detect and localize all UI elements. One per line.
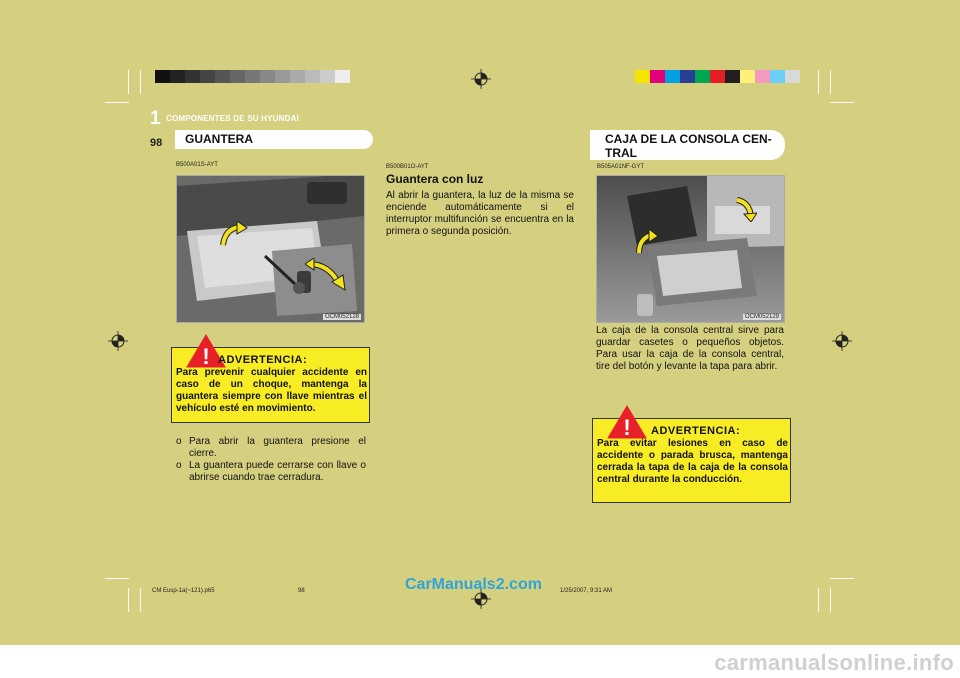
crop-mark xyxy=(140,588,141,612)
tab-title-line1: CAJA DE LA CONSOLA CEN- xyxy=(605,132,772,146)
warning-text: Para evitar lesiones en caso de accidente o parada brusca, mantenga cerrada la tapa de la caja de la consola central durante la conducción. xyxy=(597,438,788,485)
crop-mark xyxy=(830,70,831,94)
crop-mark xyxy=(105,578,129,579)
color-bar xyxy=(635,70,800,83)
curved-arrow-icon xyxy=(635,229,659,255)
crop-mark xyxy=(128,70,129,94)
registration-target-icon xyxy=(471,69,491,89)
warning-triangle-icon xyxy=(607,405,647,439)
photo-caption: OCM052129 xyxy=(744,314,779,320)
crop-mark xyxy=(830,588,831,612)
svg-text:!: ! xyxy=(202,344,210,368)
footer-page: 98 xyxy=(298,588,305,594)
crop-mark xyxy=(105,102,129,103)
curved-arrow-icon xyxy=(305,258,347,292)
photo-caption: OCM052128 xyxy=(324,314,359,320)
curved-arrow-icon xyxy=(733,196,757,222)
page-number: 98 xyxy=(150,137,163,149)
tab-guantera xyxy=(175,130,373,149)
section-code: B500B01O-AYT xyxy=(386,164,429,170)
bullet-text: La guantera puede cerrarse con llave o abrirse cuando trae cerradura. xyxy=(189,460,366,483)
svg-text:!: ! xyxy=(623,415,631,439)
tab-caja-consola xyxy=(590,130,785,160)
warning-title: ADVERTENCIA: xyxy=(218,354,308,366)
warning-text: Para prevenir cualquier accidente en caso de un choque, mantenga la guantera siempre con llave mientras el vehículo esté en movimiento. xyxy=(176,367,367,414)
section-number: 1 xyxy=(150,108,161,129)
warning-box xyxy=(171,344,370,423)
section-code: B500A01S-AYT xyxy=(176,162,218,168)
site-watermark[interactable]: carmanualsonline.info xyxy=(714,650,954,675)
warning-title: ADVERTENCIA: xyxy=(651,425,741,437)
footer-date: 1/25/2007, 9:31 AM xyxy=(560,588,613,594)
grayscale-bar xyxy=(155,70,350,83)
crop-mark xyxy=(140,70,141,94)
section-code: B505A01NF-GYT xyxy=(597,164,645,170)
body-text: Al abrir la guantera, la luz de la misma se enciende automáticamente si el interruptor multifunción se encuentra en la primera o segunda posición. xyxy=(386,190,574,237)
bullet-marker: o xyxy=(176,460,182,471)
glovebox-illustration xyxy=(177,176,364,322)
body-text: La caja de la consola central sirve para guardar casetes o pequeños objetos. Para usar la caja de la consola central, tire del botón y levante la tapa para abrir. xyxy=(596,325,784,372)
watermark-link[interactable]: CarManuals2.com xyxy=(405,576,542,593)
curved-arrow-icon xyxy=(219,221,249,249)
crop-mark xyxy=(830,578,854,579)
warning-box xyxy=(592,415,791,503)
crop-mark xyxy=(830,102,854,103)
registration-target-icon xyxy=(108,331,128,351)
bullet-marker: o xyxy=(176,436,182,447)
bullet-text: Para abrir la guantera presione el cierre. xyxy=(189,436,366,459)
tab-title: GUANTERA xyxy=(185,132,253,146)
section-title: COMPONENTES DE SU HYUNDAI xyxy=(166,114,300,123)
tab-title-line2: TRAL xyxy=(605,146,637,160)
glovebox-photo xyxy=(176,175,365,323)
footer-file: CM Eusp-1a(~121).p65 xyxy=(152,588,215,594)
registration-target-icon xyxy=(832,331,852,351)
crop-mark xyxy=(818,70,819,94)
console-box-photo xyxy=(596,175,785,323)
crop-mark xyxy=(128,588,129,612)
crop-mark xyxy=(818,588,819,612)
subheading: Guantera con luz xyxy=(386,172,484,186)
